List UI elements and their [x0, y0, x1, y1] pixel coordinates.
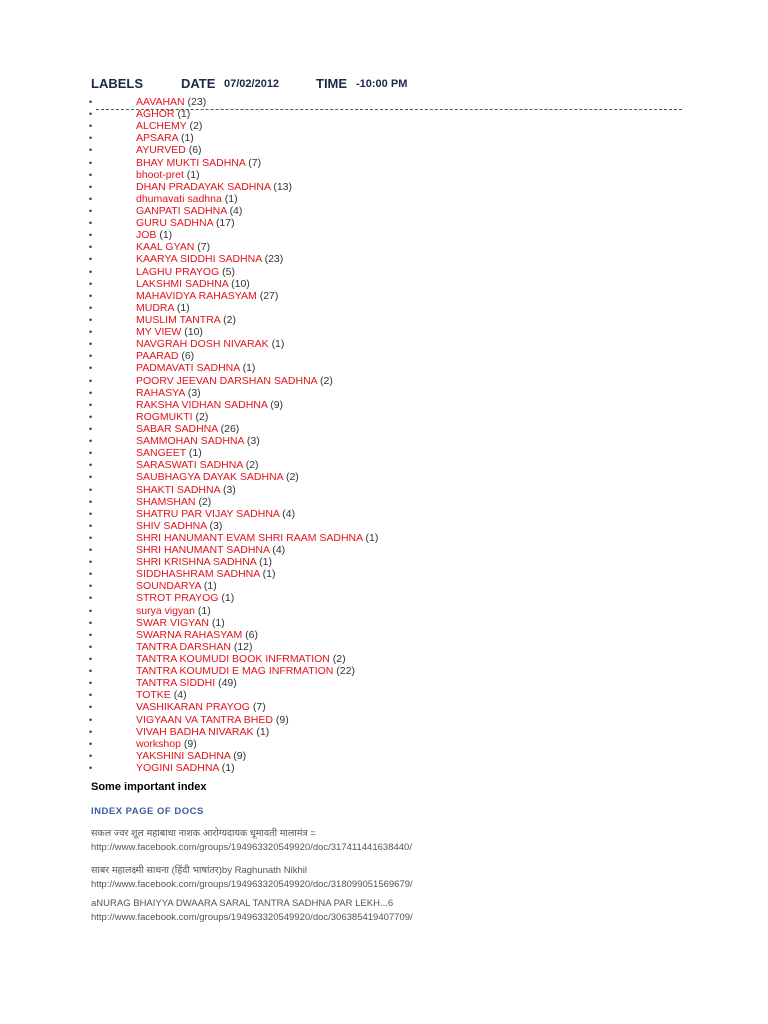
label-count: (7): [248, 156, 262, 169]
bullet-icon: •: [89, 508, 93, 519]
label-count: (17): [215, 217, 235, 230]
label-link[interactable]: [136, 181, 292, 193]
label-count: (2): [198, 495, 212, 508]
label-link[interactable]: [136, 617, 225, 629]
label-count: (3): [222, 483, 236, 496]
label-name[interactable]: SHRI HANUMANT EVAM SHRI RAAM SADHNA: [136, 531, 363, 544]
doc-title: साबर महालक्ष्मी साधना (हिंदी भाषांतर)by Raghunath Nikhil: [91, 865, 307, 876]
bullet-icon: •: [89, 702, 93, 713]
bullet-icon: •: [89, 411, 93, 422]
label-name[interactable]: NAVGRAH DOSH NIVARAK: [136, 338, 269, 351]
label-name[interactable]: YOGINI SADHNA: [136, 762, 219, 775]
label-count: (10): [231, 277, 250, 290]
bullet-icon: •: [89, 605, 93, 616]
label-name[interactable]: VIGYAAN VA TANTRA BHED: [136, 713, 273, 726]
label-name[interactable]: SIDDHASHRAM SADHNA: [136, 568, 260, 581]
label-name[interactable]: LAGHU PRAYOG: [136, 265, 220, 278]
label-name[interactable]: SANGEET: [136, 447, 186, 460]
label-count: (1): [188, 447, 202, 460]
label-name[interactable]: SHRI HANUMANT SADHNA: [136, 544, 270, 557]
label-name[interactable]: SABAR SADHNA: [136, 422, 218, 435]
label-link[interactable]: [136, 302, 190, 314]
label-count: (6): [245, 628, 258, 641]
label-count: (4): [173, 689, 187, 702]
bullet-icon: •: [89, 448, 93, 459]
label-count: (1): [262, 568, 276, 581]
label-name[interactable]: KAARYA SIDDHI SADHNA: [136, 253, 262, 266]
bullet-icon: •: [89, 109, 93, 120]
label-name[interactable]: APSARA: [136, 132, 179, 145]
label-link[interactable]: [136, 229, 172, 241]
label-link[interactable]: [136, 580, 217, 592]
label-count: (6): [188, 144, 202, 157]
label-name[interactable]: MAHAVIDYA RAHASYAM: [136, 289, 257, 302]
label-link[interactable]: [136, 520, 222, 532]
label-count: (1): [221, 762, 235, 775]
bullet-icon: •: [89, 218, 93, 229]
label-link[interactable]: [136, 568, 275, 580]
label-count: (1): [203, 580, 217, 593]
label-link[interactable]: [136, 144, 202, 156]
label-name[interactable]: YAKSHINI SADHNA: [136, 749, 231, 762]
label-count: (9): [233, 749, 247, 762]
label-count: (7): [252, 701, 266, 714]
label-link[interactable]: [136, 605, 211, 617]
label-link[interactable]: [136, 447, 202, 459]
label-link[interactable]: [136, 629, 258, 641]
label-count: (2): [245, 459, 259, 472]
label-count: (49): [218, 677, 237, 690]
label-link[interactable]: [136, 544, 285, 556]
label-count: (1): [176, 301, 190, 314]
label-name[interactable]: SHAKTI SADHNA: [136, 483, 221, 496]
bullet-icon: •: [89, 314, 93, 325]
label-link[interactable]: [136, 96, 206, 108]
label-name[interactable]: SARASWATI SADHNA: [136, 459, 243, 472]
some-important-heading: Some important index: [91, 781, 207, 793]
bullet-icon: •: [89, 726, 93, 737]
bullet-icon: •: [89, 387, 93, 398]
label-count: (3): [246, 435, 260, 448]
bullet-icon: •: [89, 581, 93, 592]
bullet-icon: •: [89, 327, 93, 338]
label-count: (1): [224, 192, 238, 205]
label-link[interactable]: [136, 496, 211, 508]
bullet-icon: •: [89, 266, 93, 277]
label-count: (23): [187, 96, 207, 108]
label-name[interactable]: DHAN PRADAYAK SADHNA: [136, 180, 271, 193]
label-name[interactable]: VASHIKARAN PRAYOG: [136, 701, 250, 714]
label-count: (2): [285, 471, 299, 484]
label-count: (1): [221, 592, 235, 605]
label-link[interactable]: [136, 677, 237, 689]
label-name[interactable]: ALCHEMY: [136, 120, 187, 133]
label-link[interactable]: [136, 665, 355, 677]
label-name[interactable]: SOUNDARYA: [136, 580, 201, 593]
label-name[interactable]: TANTRA KOUMUDI E MAG INFRMATION: [136, 665, 334, 678]
bullet-icon: •: [89, 738, 93, 749]
label-name[interactable]: bhoot-pret: [136, 168, 184, 181]
label-count: (3): [209, 519, 223, 532]
label-count: (1): [177, 108, 191, 121]
label-link[interactable]: [136, 738, 197, 750]
label-link[interactable]: [136, 556, 272, 568]
label-count: (27): [259, 289, 279, 302]
label-count: (3): [187, 386, 201, 399]
label-link[interactable]: [136, 120, 202, 132]
bullet-icon: •: [89, 690, 93, 701]
bullet-icon: •: [89, 472, 93, 483]
label-name[interactable]: AYURVED: [136, 144, 186, 157]
label-link[interactable]: [136, 387, 201, 399]
bullet-icon: •: [89, 423, 93, 434]
label-count: (1): [186, 168, 200, 181]
label-count: (12): [233, 640, 253, 653]
label-link[interactable]: [136, 411, 208, 423]
label-count: (9): [183, 737, 197, 750]
bullet-icon: •: [89, 121, 93, 132]
bullet-icon: •: [89, 169, 93, 180]
label-link[interactable]: [136, 641, 253, 653]
bullet-icon: •: [89, 666, 93, 677]
label-link[interactable]: [136, 326, 203, 338]
label-link[interactable]: [136, 241, 210, 253]
bullet-icon: •: [89, 145, 93, 156]
label-name[interactable]: SWARNA RAHASYAM: [136, 628, 243, 641]
label-link[interactable]: [136, 169, 200, 181]
label-name[interactable]: SWAR VIGYAN: [136, 616, 209, 629]
bullet-icon: •: [89, 532, 93, 543]
label-count: (2): [332, 653, 346, 666]
doc-entry: [91, 827, 412, 855]
label-count: (2): [195, 410, 209, 423]
label-count: (22): [336, 665, 355, 678]
bullet-icon: •: [89, 133, 93, 144]
label-link[interactable]: [136, 217, 235, 229]
label-name[interactable]: JOB: [136, 229, 157, 242]
label-link[interactable]: [136, 423, 239, 435]
bullet-icon: •: [89, 617, 93, 628]
label-name[interactable]: GURU SADHNA: [136, 217, 214, 230]
label-link[interactable]: [136, 653, 346, 665]
time-label: TIME: [316, 76, 348, 91]
label-link[interactable]: [136, 108, 190, 120]
doc-link[interactable]: http://www.facebook.com/groups/194963320549920/doc/306385419407709/: [91, 912, 413, 923]
bullet-icon: •: [89, 290, 93, 301]
bullet-icon: •: [89, 242, 93, 253]
label-link[interactable]: [136, 435, 260, 447]
label-name[interactable]: VIVAH BADHA NIVARAK: [136, 725, 254, 738]
label-name[interactable]: RAKSHA VIDHAN SADHNA: [136, 398, 268, 411]
bullet-icon: •: [89, 97, 93, 107]
label-link[interactable]: [136, 726, 269, 738]
label-link[interactable]: [136, 290, 278, 302]
label-name[interactable]: workshop: [136, 737, 181, 750]
bullet-icon: •: [89, 351, 93, 362]
label-name[interactable]: TOTKE: [136, 689, 171, 702]
label-name[interactable]: AAVAHAN: [136, 96, 185, 108]
bullet-icon: •: [89, 205, 93, 216]
label-name[interactable]: KAAL GYAN: [136, 241, 195, 254]
bullet-icon: •: [89, 545, 93, 556]
label-count: (2): [189, 120, 203, 133]
doc-title: सकल ज्वर शूल महाबाधा नाशक आरोग्यदायक धूमावती मालामंत्र =: [91, 828, 316, 839]
label-link[interactable]: [136, 471, 299, 483]
label-link[interactable]: [136, 350, 194, 362]
label-name[interactable]: MUDRA: [136, 301, 174, 314]
bullet-icon: •: [89, 302, 93, 313]
label-count: (1): [159, 229, 173, 242]
bullet-icon: •: [89, 375, 93, 386]
bullet-icon: •: [89, 714, 93, 725]
label-count: (1): [259, 556, 272, 569]
label-count: (6): [181, 350, 195, 363]
labels-heading: LABELS: [91, 76, 143, 91]
label-name[interactable]: surya vigyan: [136, 604, 195, 617]
label-name[interactable]: POORV JEEVAN DARSHAN SADHNA: [136, 374, 318, 387]
bullet-icon: •: [89, 157, 93, 168]
bullet-icon: •: [89, 254, 93, 265]
label-link[interactable]: [136, 253, 283, 265]
label-name[interactable]: MY VIEW: [136, 326, 182, 339]
label-count: (10): [184, 326, 203, 339]
label-count: (4): [229, 204, 243, 217]
label-count: (2): [320, 374, 333, 387]
bullet-icon: •: [89, 181, 93, 192]
label-name[interactable]: dhumavati sadhna: [136, 192, 222, 205]
bullet-icon: •: [89, 593, 93, 604]
label-count: (1): [197, 604, 211, 617]
label-count: (1): [180, 132, 194, 145]
bullet-icon: •: [89, 557, 93, 568]
label-link[interactable]: [136, 375, 333, 387]
bullet-icon: •: [89, 763, 93, 774]
label-name[interactable]: SAMMOHAN SADHNA: [136, 435, 244, 448]
label-link[interactable]: [136, 338, 284, 350]
label-count: (4): [272, 544, 286, 557]
label-name[interactable]: TANTRA SIDDHI: [136, 677, 216, 690]
doc-entry: [91, 864, 413, 892]
label-count: (4): [282, 507, 296, 520]
bullet-icon: •: [89, 230, 93, 241]
label-count: (5): [222, 265, 236, 278]
label-name[interactable]: SAUBHAGYA DAYAK SADHNA: [136, 471, 284, 484]
label-name[interactable]: SHAMSHAN: [136, 495, 196, 508]
label-link[interactable]: [136, 484, 236, 496]
bullet-icon: •: [89, 460, 93, 471]
label-link[interactable]: [136, 701, 266, 713]
label-count: (9): [270, 398, 284, 411]
label-name[interactable]: LAKSHMI SADHNA: [136, 277, 229, 290]
bullet-icon: •: [89, 569, 93, 580]
bullet-icon: •: [89, 363, 93, 374]
label-count: (7): [197, 241, 211, 254]
index-page-title: INDEX PAGE OF DOCS: [91, 806, 204, 817]
label-name[interactable]: PADMAVATI SADHNA: [136, 362, 240, 375]
label-link[interactable]: [136, 592, 234, 604]
label-count: (23): [264, 253, 284, 266]
bullet-icon: •: [89, 436, 93, 447]
bullet-icon: •: [89, 641, 93, 652]
label-link[interactable]: [136, 266, 235, 278]
label-link[interactable]: [136, 689, 187, 701]
label-count: (2): [223, 313, 236, 326]
label-link[interactable]: [136, 714, 289, 726]
bullet-icon: •: [89, 484, 93, 495]
label-name[interactable]: RAHASYA: [136, 386, 185, 399]
label-name[interactable]: BHAY MUKTI SADHNA: [136, 156, 246, 169]
label-link[interactable]: [136, 399, 283, 411]
bullet-icon: •: [89, 750, 93, 761]
label-link[interactable]: [136, 205, 242, 217]
label-link[interactable]: [136, 193, 238, 205]
label-name[interactable]: TANTRA KOUMUDI BOOK INFRMATION: [136, 653, 330, 666]
label-count: (1): [271, 338, 285, 351]
doc-title: aNURAG BHAIYYA DWAARA SARAL TANTRA SADHNA PAR LEKH...6: [91, 898, 394, 909]
date-label: DATE: [181, 76, 216, 91]
label-link[interactable]: [136, 508, 295, 520]
label-name[interactable]: SHATRU PAR VIJAY SADHNA: [136, 507, 280, 520]
label-name[interactable]: ROGMUKTI: [136, 410, 193, 423]
time-value: -10:00 PM: [356, 78, 408, 90]
label-name[interactable]: PAARAD: [136, 350, 179, 363]
bullet-icon: •: [89, 339, 93, 350]
bullet-icon: •: [89, 193, 93, 204]
label-name[interactable]: GANPATI SADHNA: [136, 204, 227, 217]
bullet-icon: •: [89, 678, 93, 689]
label-link[interactable]: [136, 459, 259, 471]
label-link[interactable]: [136, 362, 255, 374]
bullet-icon: •: [89, 278, 93, 289]
bullet-icon: •: [89, 399, 93, 410]
label-link[interactable]: [136, 132, 194, 144]
label-link[interactable]: [136, 532, 378, 544]
date-value: 07/02/2012: [224, 78, 280, 90]
label-name[interactable]: STROT PRAYOG: [136, 592, 219, 605]
label-name[interactable]: SHRI KRISHNA SADHNA: [136, 556, 257, 569]
bullet-icon: •: [89, 520, 93, 531]
label-name[interactable]: TANTRA DARSHAN: [136, 640, 231, 653]
doc-entry: [91, 897, 413, 925]
label-link[interactable]: [136, 750, 246, 762]
label-count: (1): [211, 616, 225, 629]
label-count: (1): [365, 531, 379, 544]
bullet-icon: •: [89, 496, 93, 507]
label-link[interactable]: [136, 314, 236, 326]
bullet-icon: •: [89, 629, 93, 640]
label-link[interactable]: [136, 762, 235, 774]
doc-link[interactable]: http://www.facebook.com/groups/194963320549920/doc/317411441638440/: [91, 842, 412, 853]
label-count: (13): [273, 180, 293, 193]
label-count: (26): [220, 422, 240, 435]
bullet-icon: •: [89, 654, 93, 665]
label-name[interactable]: AGHOR: [136, 108, 175, 121]
doc-link[interactable]: http://www.facebook.com/groups/194963320549920/doc/318099051569679/: [91, 879, 413, 890]
label-count: (1): [242, 362, 256, 375]
label-name[interactable]: MUSLIM TANTRA: [136, 313, 221, 326]
label-count: (9): [275, 713, 289, 726]
label-link[interactable]: [136, 278, 250, 290]
label-count: (1): [256, 725, 270, 738]
label-name[interactable]: SHIV SADHNA: [136, 519, 207, 532]
label-link[interactable]: [136, 157, 261, 169]
